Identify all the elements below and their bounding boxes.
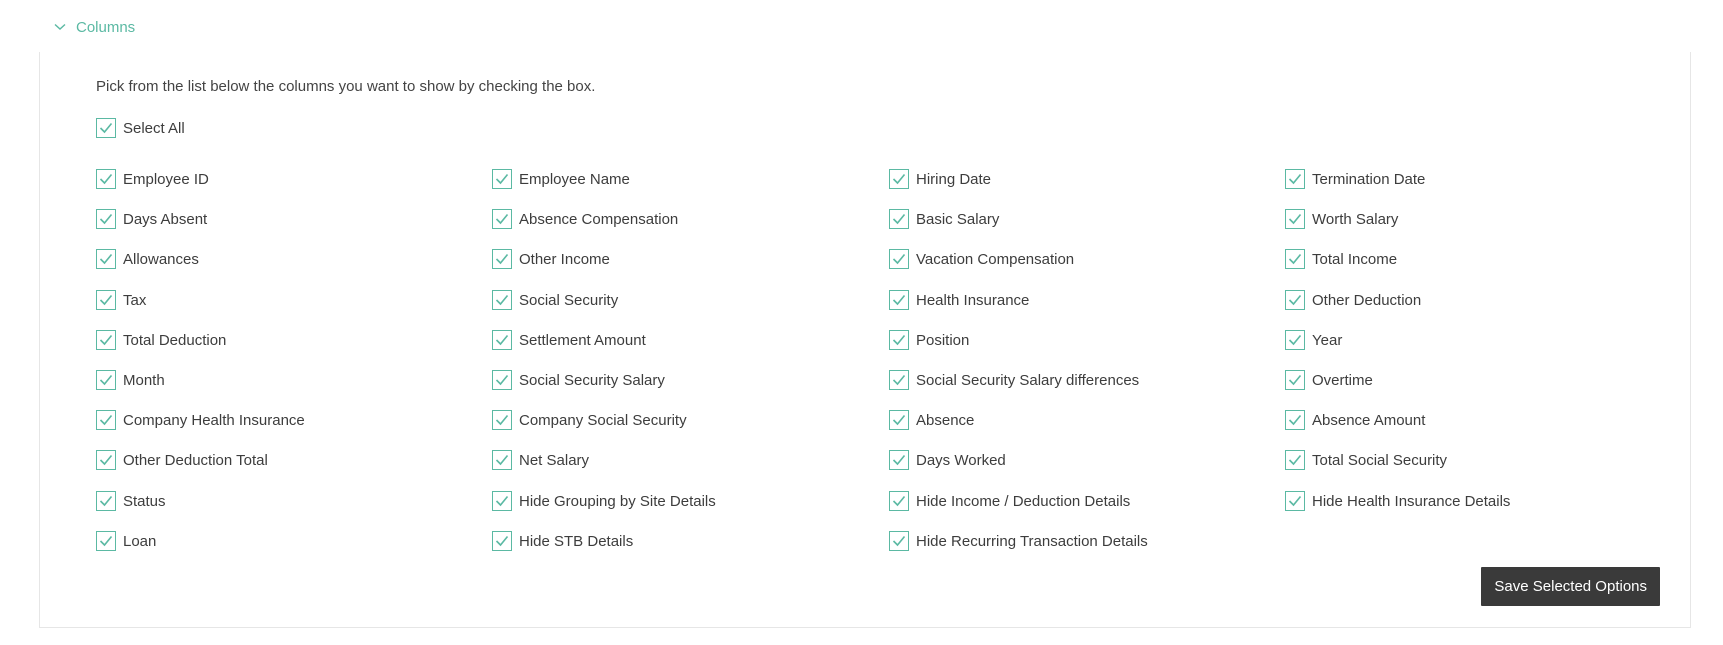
- checkbox-checked-icon[interactable]: [96, 249, 116, 269]
- checkbox-checked-icon[interactable]: [96, 330, 116, 350]
- checkbox-checked-icon[interactable]: [1285, 491, 1305, 511]
- checkbox-checked-icon[interactable]: [889, 491, 909, 511]
- column-option-social-security[interactable]: [492, 288, 618, 312]
- column-option-total-income[interactable]: [1285, 247, 1397, 271]
- column-option-days-worked[interactable]: [889, 448, 1006, 472]
- column-option-label: Hide Grouping by Site Details: [519, 492, 716, 510]
- column-option-label: Overtime: [1312, 371, 1373, 389]
- column-option-label: Vacation Compensation: [916, 250, 1075, 268]
- column-option-tax[interactable]: [96, 288, 146, 312]
- column-option-label: Settlement Amount: [519, 331, 646, 349]
- select-all-checkbox[interactable]: [96, 116, 185, 140]
- column-option-label: Allowances: [123, 250, 199, 268]
- column-option-absence-amount[interactable]: [1285, 408, 1425, 432]
- column-option-year[interactable]: [1285, 328, 1342, 352]
- column-option-company-social-security[interactable]: [492, 408, 687, 432]
- column-option-loan[interactable]: [96, 529, 156, 553]
- column-option-label: Absence Amount: [1312, 411, 1426, 429]
- column-option-label: Hide STB Details: [519, 532, 634, 550]
- checkbox-checked-icon[interactable]: [96, 370, 116, 390]
- column-option-label: Other Income: [519, 250, 610, 268]
- column-option-label: Hide Income / Deduction Details: [916, 492, 1131, 510]
- column-option-label: Other Deduction Total: [123, 451, 268, 469]
- checkbox-checked-icon[interactable]: [492, 531, 512, 551]
- column-option-hide-health-insurance-details[interactable]: [1285, 489, 1510, 513]
- checkbox-checked-icon[interactable]: [889, 450, 909, 470]
- instructions-text: Pick from the list below the columns you want to show by checking the box.: [96, 78, 596, 95]
- column-option-label: Month: [123, 371, 165, 389]
- checkbox-checked-icon[interactable]: [1285, 370, 1305, 390]
- column-option-absence-compensation[interactable]: [492, 207, 678, 231]
- column-option-label: Employee ID: [123, 170, 209, 188]
- column-option-label: Days Absent: [123, 210, 208, 228]
- checkbox-checked-icon[interactable]: [492, 370, 512, 390]
- column-option-vacation-compensation[interactable]: [889, 247, 1074, 271]
- column-option-label: Company Social Security: [519, 411, 687, 429]
- checkbox-checked-icon[interactable]: [889, 249, 909, 269]
- column-option-label: Total Deduction: [123, 331, 227, 349]
- column-option-settlement-amount[interactable]: [492, 328, 646, 352]
- column-option-total-social-security[interactable]: [1285, 448, 1447, 472]
- checkbox-checked-icon[interactable]: [889, 330, 909, 350]
- column-option-other-income[interactable]: [492, 247, 610, 271]
- column-option-hide-income-deduction-details[interactable]: [889, 489, 1130, 513]
- checkbox-checked-icon[interactable]: [889, 370, 909, 390]
- column-option-company-health-insurance[interactable]: [96, 408, 305, 432]
- checkbox-checked-icon[interactable]: [1285, 209, 1305, 229]
- column-option-allowances[interactable]: [96, 247, 199, 271]
- column-option-label: Absence Compensation: [519, 210, 679, 228]
- checkbox-checked-icon[interactable]: [492, 330, 512, 350]
- column-option-label: Status: [123, 492, 166, 510]
- column-option-employee-id[interactable]: [96, 167, 209, 191]
- column-option-position[interactable]: [889, 328, 969, 352]
- column-option-label: Absence: [916, 411, 975, 429]
- column-option-label: Year: [1312, 331, 1343, 349]
- column-option-hiring-date[interactable]: [889, 167, 991, 191]
- column-option-label: Employee Name: [519, 170, 630, 188]
- column-option-overtime[interactable]: [1285, 368, 1373, 392]
- checkbox-checked-icon[interactable]: [889, 290, 909, 310]
- checkbox-checked-icon[interactable]: [492, 169, 512, 189]
- column-option-label: Total Income: [1312, 250, 1398, 268]
- column-option-label: Days Worked: [916, 451, 1006, 469]
- save-selected-options-button[interactable]: Save Selected Options: [1481, 567, 1660, 606]
- checkbox-checked-icon[interactable]: [96, 491, 116, 511]
- column-option-label: Basic Salary: [916, 210, 1000, 228]
- column-option-basic-salary[interactable]: [889, 207, 999, 231]
- checkbox-checked-icon[interactable]: [492, 249, 512, 269]
- column-option-label: Net Salary: [519, 451, 590, 469]
- column-option-health-insurance[interactable]: [889, 288, 1029, 312]
- column-option-label: Hide Health Insurance Details: [1312, 492, 1511, 510]
- column-option-label: Other Deduction: [1312, 291, 1422, 309]
- checkbox-checked-icon[interactable]: [492, 209, 512, 229]
- column-option-label: Social Security: [519, 291, 619, 309]
- checkbox-checked-icon[interactable]: [492, 450, 512, 470]
- select-all-label: Select All: [123, 119, 185, 137]
- checkbox-checked-icon[interactable]: [1285, 410, 1305, 430]
- column-option-employee-name[interactable]: [492, 167, 630, 191]
- column-option-hide-recurring-transaction-details[interactable]: [889, 529, 1148, 553]
- column-option-label: Termination Date: [1312, 170, 1426, 188]
- column-option-label: Total Social Security: [1312, 451, 1448, 469]
- column-option-label: Worth Salary: [1312, 210, 1399, 228]
- checkbox-checked-icon[interactable]: [492, 410, 512, 430]
- checkbox-checked-icon[interactable]: [1285, 169, 1305, 189]
- checkbox-checked-icon[interactable]: [889, 531, 909, 551]
- column-option-worth-salary[interactable]: [1285, 207, 1398, 231]
- checkbox-checked-icon[interactable]: [1285, 330, 1305, 350]
- column-option-status[interactable]: [96, 489, 166, 513]
- column-option-termination-date[interactable]: [1285, 167, 1425, 191]
- checkbox-checked-icon[interactable]: [96, 290, 116, 310]
- column-option-label: Hiring Date: [916, 170, 992, 188]
- columns-section-toggle[interactable]: [54, 14, 135, 40]
- column-option-hide-grouping-by-site-details[interactable]: [492, 489, 716, 513]
- column-option-label: Health Insurance: [916, 291, 1030, 309]
- chevron-down-icon: [54, 23, 66, 31]
- checkbox-checked-icon[interactable]: [889, 410, 909, 430]
- column-option-other-deduction[interactable]: [1285, 288, 1421, 312]
- column-option-social-security-salary-differences[interactable]: [889, 368, 1139, 392]
- column-option-other-deduction-total[interactable]: [96, 448, 268, 472]
- column-option-label: Social Security Salary differences: [916, 371, 1140, 389]
- checkbox-checked-icon[interactable]: [1285, 249, 1305, 269]
- column-option-total-deduction[interactable]: [96, 328, 226, 352]
- column-option-label: Hide Recurring Transaction Details: [916, 532, 1148, 550]
- columns-panel: [39, 52, 1691, 628]
- checkbox-checked-icon[interactable]: [1285, 450, 1305, 470]
- section-title: Columns: [76, 18, 136, 36]
- column-option-label: Position: [916, 331, 970, 349]
- column-option-label: Tax: [123, 291, 147, 309]
- checkbox-checked-icon[interactable]: [889, 169, 909, 189]
- checkbox-checked-icon[interactable]: [96, 450, 116, 470]
- checkbox-checked-icon[interactable]: [492, 290, 512, 310]
- checkbox-checked-icon[interactable]: [96, 410, 116, 430]
- checkbox-checked-icon[interactable]: [1285, 290, 1305, 310]
- column-option-label: Company Health Insurance: [123, 411, 305, 429]
- column-option-label: Loan: [123, 532, 157, 550]
- checkbox-checked-icon[interactable]: [96, 209, 116, 229]
- checkbox-checked-icon[interactable]: [96, 531, 116, 551]
- checkbox-checked-icon[interactable]: [889, 209, 909, 229]
- column-option-social-security-salary[interactable]: [492, 368, 665, 392]
- column-option-days-absent[interactable]: [96, 207, 207, 231]
- column-option-month[interactable]: [96, 368, 165, 392]
- column-option-label: Social Security Salary: [519, 371, 665, 389]
- checkbox-checked-icon[interactable]: [492, 491, 512, 511]
- column-option-net-salary[interactable]: [492, 448, 589, 472]
- checkbox-checked-icon[interactable]: [96, 118, 116, 138]
- checkbox-checked-icon[interactable]: [96, 169, 116, 189]
- column-option-absence[interactable]: [889, 408, 974, 432]
- column-option-hide-stb-details[interactable]: [492, 529, 633, 553]
